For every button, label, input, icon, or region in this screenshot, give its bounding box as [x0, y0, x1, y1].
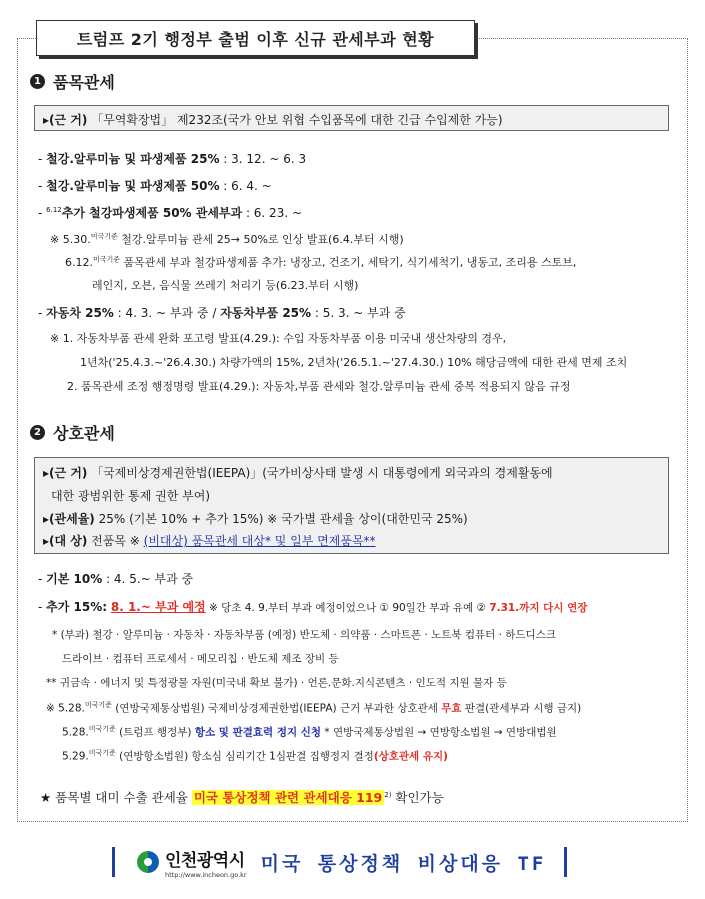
court-note: 5.28.$^{미국기준}$ (트럼프 행정부) 항소 및 판결효력 정지 신청 * 연방국제통상법원 → 연방항소법원 → 연방대법원 — [62, 725, 557, 739]
tariff-item: - 철강.알루미늄 및 파생제품 50% : 6. 4. ~ — [38, 179, 272, 193]
note-line: ** 귀금속 · 에너지 및 특정광물 자원(미국내 확보 불가) · 언론.문화.지식콘텐츠 · 인도적 지원 물자 등 — [46, 677, 507, 689]
divider — [564, 847, 567, 877]
note-line: 1년차('25.4.3.~'26.4.30.) 차량가액의 15%, 2년차('26.5.1.~'27.4.30.) 10% 해당금액에 대한 관세 면제 조치 — [80, 356, 628, 369]
section1-basis-box: ▸(근 거) 「무역확장법」 제232조(국가 안보 위협 수입품목에 대한 긴급 수입제한 가능) — [34, 105, 669, 131]
note-line: ※ 1. 자동차부품 관세 완화 포고령 발표(4.29.): 수입 자동차부품 이용 미국내 생산차량의 경우, — [50, 332, 507, 345]
note-line: 6.12.$^{미국기준}$ 품목관세 부과 철강파생제품 추가: 냉장고, 건조기, 세탁기, 식기세척기, 냉동고, 조리용 스토브, — [65, 255, 577, 269]
note-line: 레인지, 오븐, 음식물 쓰레기 처리기 등(6.23.부터 시행) — [92, 279, 359, 292]
exemption-link[interactable]: (비대상) 품목관세 대상* 및 일부 면제품목** — [143, 534, 376, 548]
tariff-item: - $^{6.12}$추가 철강파생제품 50% 관세부과 : 6. 23. ~ — [38, 206, 303, 220]
section2-basis-box: ▸(근 거) 「국제비상경제권한법(IEEPA)」(국가비상사태 발생 시 대통령에게 외국과의 경제활동에 대한 광범위한 통제 권한 부여) ▸(관세율) 25% (기본 10% + 추가 15%) ※ 국가별 관세율 상이(대한민국 25%) ▸(대 상) 전품목 ※ (비대상) 품목관세 대상* 및 일부 면제품목** — [34, 457, 669, 554]
footer-title: 미국 통상정책 비상대응 TF — [260, 852, 547, 875]
footnote: ★ 품목별 대미 수출 관세율 미국 통상정책 관련 관세대응 119 $^{2)}$ 확인가능 — [40, 790, 444, 805]
section-number: 1 — [30, 74, 45, 89]
section-number: 2 — [30, 425, 45, 440]
section1-heading: 1 품목관세 — [30, 70, 115, 93]
divider — [112, 847, 115, 877]
tariff-item: - 철강.알루미늄 및 파생제품 25% : 3. 12. ~ 6. 3 — [38, 152, 307, 166]
section2-heading: 2 상호관세 — [30, 421, 115, 444]
court-note: 5.29.$^{미국기준}$ (연방항소법원) 항소심 심리기간 1심판결 집행정지 결정(상호관세 유지) — [62, 749, 448, 763]
note-line: 2. 품목관세 조정 행정명령 발표(4.29.): 자동차,부품 관세와 철강.알루미늄 관세 중복 적용되지 않음 규정 — [67, 380, 571, 393]
extra-tariff: - 추가 15%: 8. 1.~ 부과 예정 ※ 당초 4. 9.부터 부과 예정이었으나 ① 90일간 부과 유예 ② 7.31.까지 다시 연장 — [38, 600, 588, 614]
incheon-logo: 인천광역시 http://www.incheon.go.kr — [165, 850, 247, 879]
basic-tariff: - 기본 10% : 4. 5.~ 부과 중 — [38, 572, 194, 586]
incheon-logo-icon — [137, 851, 159, 873]
note-line: * (부과) 철강 · 알루미늄 · 자동차 · 자동차부품 (예정) 반도체 · 의약품 · 스마트폰 · 노트북 컴퓨터 · 하드디스크 — [52, 629, 556, 641]
note-line: ※ 5.30.$^{미국기준}$ 철강.알루미늄 관세 25→ 50%로 인상 발표(6.4.부터 시행) — [50, 232, 404, 246]
note-line: 드라이브 · 컴퓨터 프로세서 · 메모리칩 · 반도체 제조 장비 등 — [62, 653, 339, 665]
auto-tariff-item: - 자동차 25% : 4. 3. ~ 부과 중 / 자동차부품 25% : 5. 3. ~ 부과 중 — [38, 306, 406, 320]
tariff-119-highlight[interactable]: 미국 통상정책 관련 관세대응 119 — [193, 790, 383, 805]
footer — [112, 845, 597, 879]
court-note: ※ 5.28.$^{미국기준}$ (연방국제통상법원) 국제비상경제권한법(IEEPA) 근거 부과한 상호관세 무효 판결(관세부과 시행 금지) — [46, 701, 582, 715]
page-title: 트럼프 2기 행정부 출범 이후 신규 관세부과 현황 — [36, 20, 475, 56]
